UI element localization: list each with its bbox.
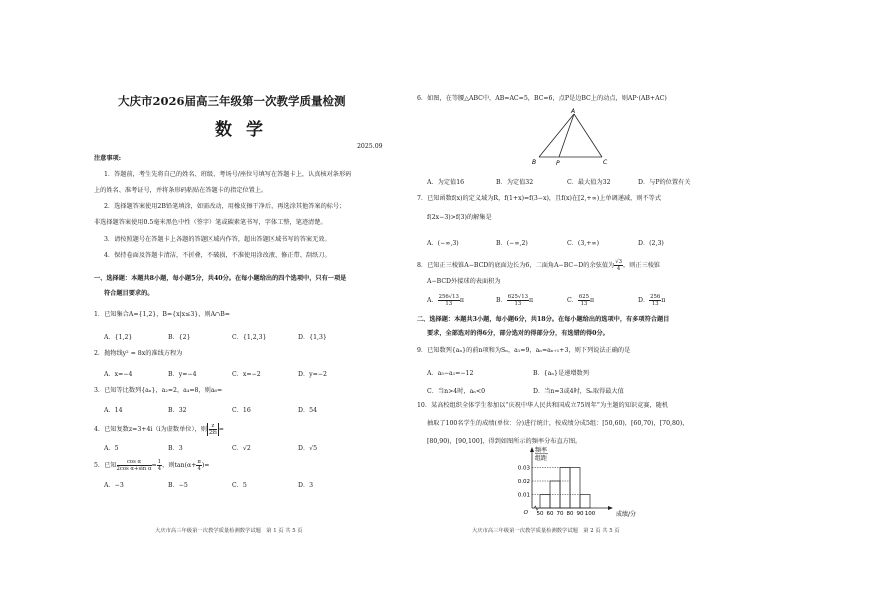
question-9-stem: 9．已知数列{aₙ}的前n项和为Sₙ，a₁=9，aₙ=aₙ₊₁+3，则下列说法正确的是 xyxy=(417,347,631,354)
question-9-option-c: C．当n>4时，aₙ<0 xyxy=(427,388,486,395)
notice-line: 2．选择题答案使用2B铅笔填涂，如需改动，用橡皮擦干净后，再选涂其他答案的标号； xyxy=(104,203,346,210)
question-10-stem: 10．某高校组织全体学生参加以“庆祝中华人民共和国成立75周年”为主题的知识竞赛，随机 xyxy=(417,402,669,409)
vertex-label-p: P xyxy=(556,160,560,167)
origin-label: O xyxy=(523,510,528,516)
side-ac xyxy=(574,114,602,157)
question-3-option-d: D．54 xyxy=(298,407,318,414)
x-tick-label: 80 xyxy=(566,511,574,517)
question-10-stem-cont: 抽取了100名学生的成绩(单位：分)进行统计，按成绩分成5组：[50,60)，[60,70)，[70,80)， xyxy=(427,420,689,427)
section2-heading: 二、选择题：本题共3小题，每小题6分，共18分。在每小题给出的选项中，有多项符合题目 xyxy=(417,316,670,323)
question-7-option-c: C．(3,+∞) xyxy=(567,240,599,247)
section1-heading: 一、选择题：本题共8小题，每小题5分，共40分。在每小题给出的四个选项中，只有一项是 xyxy=(94,275,347,282)
question-6-option-a: A．为定值16 xyxy=(427,179,465,186)
histogram-labels xyxy=(518,446,636,518)
question-2-option-d: D．y=−2 xyxy=(298,371,327,378)
fraction: $\frac{256}{13}$ xyxy=(650,294,661,307)
question-6-stem: 6．如图，在等腰△ABC中，AB=AC=5，BC=6，点P是边BC上的动点，则AP·(AB+AC) xyxy=(417,95,667,102)
question-3-option-b: B．32 xyxy=(168,407,187,414)
frequency-histogram xyxy=(502,446,642,524)
notice-line: 非选择题答案使用0.5毫米黑色中性（签字）笔或碳素笔书写，字体工整，笔迹清楚。 xyxy=(94,219,327,226)
notice-line: 1．答题前，考生先将自己的姓名、班级、考场号/座位号填写在答题卡上，认真核对条形码 xyxy=(104,171,352,178)
question-1-option-d: D．{1,3} xyxy=(298,334,327,341)
page-footer: 大庆市高三年级第一次教学质量检测数学试题 第 1 页 共 5 页 xyxy=(155,528,303,534)
question-1-stem: 1．已知集合A={1,2}，B={x|x≤3}，则A∩B= xyxy=(94,311,230,318)
question-8-stem-cont: A−BCD外接球的表面积为 xyxy=(427,278,501,285)
fraction: $\frac{\text{cos α}}{\text{2cos α+sin α}}$ xyxy=(116,459,152,472)
vertex-label-c: C xyxy=(603,159,608,166)
notice-heading: 注意事项: xyxy=(94,155,122,162)
question-1-option-c: C．{1,2,3} xyxy=(232,334,267,341)
question-1-option-a: A．{1,2} xyxy=(104,334,133,341)
question-2-option-c: C．x=−2 xyxy=(232,371,261,378)
y-axis-arrow xyxy=(530,447,534,452)
question-1-option-b: B．{2} xyxy=(168,334,191,341)
y-tick-label: 0.03 xyxy=(517,465,530,472)
question-5-option-d: D．3 xyxy=(298,482,314,489)
fraction: $\frac{256√13}{13}$ xyxy=(438,294,459,307)
question-10-stem-cont2: [80,90)，[90,100]，得到如图所示的频率分布直方图。 xyxy=(427,438,582,445)
question-4-option-a: A．5 xyxy=(104,445,119,452)
question-7-option-b: B．(−∞,2) xyxy=(496,240,528,247)
y-tick-label: 0.02 xyxy=(517,479,530,485)
question-6-option-c: C．最大值为32 xyxy=(567,179,611,186)
exam-page-2 xyxy=(417,0,870,615)
fraction: $\frac{625√13}{13}$ xyxy=(507,294,528,307)
fraction: $\frac{z}{2z̄i}$ xyxy=(208,423,217,436)
histogram-bar xyxy=(570,468,580,509)
fraction: $\frac{1}{4}$ xyxy=(157,459,162,472)
question-5-option-c: C．5 xyxy=(232,482,247,489)
question-4-option-c: C．√2 xyxy=(232,445,251,452)
question-7-option-a: A．(−∞,3) xyxy=(427,240,459,247)
histogram-bar xyxy=(580,495,590,509)
question-8-option-b: B． $\frac{625√13}{13}$ π xyxy=(496,294,534,307)
question-6-option-d: D．与P的位置有关 xyxy=(638,179,691,186)
question-6-option-b: B．为定值32 xyxy=(496,179,534,186)
fraction: $\frac{\pi}{4}$ xyxy=(197,459,201,472)
segment-ap xyxy=(559,114,574,157)
question-4-option-b: B．3 xyxy=(168,445,183,452)
question-5-option-a: A．−3 xyxy=(104,482,124,489)
question-5-option-b: B．−5 xyxy=(168,482,188,489)
page-footer: 大庆市高三年级第一次教学质量检测数学试题 第 2 页 共 5 页 xyxy=(472,528,620,534)
question-9-option-d: D．当n=3或4时，Sₙ取得最大值 xyxy=(533,388,624,395)
question-2-option-b: B．y=−4 xyxy=(168,371,197,378)
x-tick-label: 60 xyxy=(546,511,554,517)
y-axis-label: 频率 xyxy=(535,447,548,454)
question-3-stem: 3．已知等比数列{aₙ}，a₂=2，a₄=8，则a₆= xyxy=(94,387,223,394)
question-8-stem: 8．已知正三棱锥A−BCD的底面边长为6，二面角A−BC−D的余弦值为 $\frac{√3}{4}$ ，则正三棱锥 xyxy=(417,259,661,272)
question-2-stem: 2．抛物线y² = 8x的准线方程为 xyxy=(94,350,183,357)
question-7-option-d: D．(2,3) xyxy=(638,240,664,247)
question-2-option-a: A．x=−4 xyxy=(104,371,133,378)
histogram-bar xyxy=(560,468,570,509)
vertex-label-b: B xyxy=(532,159,537,166)
vertex-label-a: A xyxy=(571,108,576,115)
x-axis-label: 成绩/分 xyxy=(616,511,637,518)
section1-heading-cont: 符合题目要求的。 xyxy=(104,290,154,297)
x-tick-label: 90 xyxy=(576,511,584,517)
x-tick-label: 100 xyxy=(584,511,596,517)
exam-title: 大庆市2026届高三年级第一次教学质量检测 xyxy=(118,94,346,108)
question-5-stem: 5．已知 $\frac{\text{cos α}}{\text{2cos α+sin α}}$ = $\frac{1}{4}$ ，则tan(α+ $\frac{\pi}{4}$ )= xyxy=(94,459,210,472)
exam-date: 2025.09 xyxy=(357,143,383,150)
y-axis-label-den: 组距 xyxy=(535,455,548,462)
question-4-option-d: D．√5 xyxy=(298,445,318,452)
abs-value xyxy=(207,423,219,436)
fraction: $\frac{625}{13}$ xyxy=(578,294,590,307)
question-3-option-a: A．14 xyxy=(104,407,123,414)
section2-heading-cont: 要求，全部选对的得6分，部分选对的得部分分，有选错的得0分。 xyxy=(427,330,609,337)
question-3-option-c: C．16 xyxy=(232,407,251,414)
x-tick-label: 50 xyxy=(536,511,544,517)
notice-line: 3．请按照题号在答题卡上各题的答题区域内作答，超出答题区域书写的答案无效。 xyxy=(104,236,331,243)
question-8-option-d: D． $\frac{256}{13}$ π xyxy=(638,294,666,307)
x-tick-label: 70 xyxy=(556,511,564,517)
question-9-option-a: A．a₅−a₁=−12 xyxy=(427,370,474,377)
question-8-option-c: C． $\frac{625}{13}$ π xyxy=(567,294,595,307)
fraction: $\frac{√3}{4}$ xyxy=(615,259,622,272)
side-ab xyxy=(539,114,574,157)
histogram-bars xyxy=(540,468,590,509)
question-7-stem: 7．已知函数f(x)的定义域为R，f(1+x)=f(3−x)，且f(x)在[2,+∞)上单调递减，则不等式 xyxy=(417,195,662,202)
x-axis-arrow xyxy=(608,506,613,510)
subject-title: 数学 xyxy=(215,120,277,140)
question-9-option-b: B．{aₙ}是递增数列 xyxy=(533,370,589,377)
question-7-stem-cont: f(2x−3)>f(3)的解集是 xyxy=(427,214,492,221)
triangle-figure xyxy=(530,107,610,169)
notice-line: 上的姓名、准考证号，并将条形码粘贴在答题卡的指定位置上。 xyxy=(94,187,268,194)
notice-line: 4．保持卷面及答题卡清洁，不折叠，不破损，不准使用涂改液、修正带、刮纸刀。 xyxy=(104,252,331,259)
question-8-option-a: A． $\frac{256√13}{13}$ π xyxy=(427,294,464,307)
y-tick-label: 0.01 xyxy=(517,492,530,499)
question-4-stem: 4．已知复数z=3+4i（i为虚数单位），则 $\frac{z}{2z̄i}$ = xyxy=(94,423,224,436)
histogram-bar xyxy=(540,495,550,509)
